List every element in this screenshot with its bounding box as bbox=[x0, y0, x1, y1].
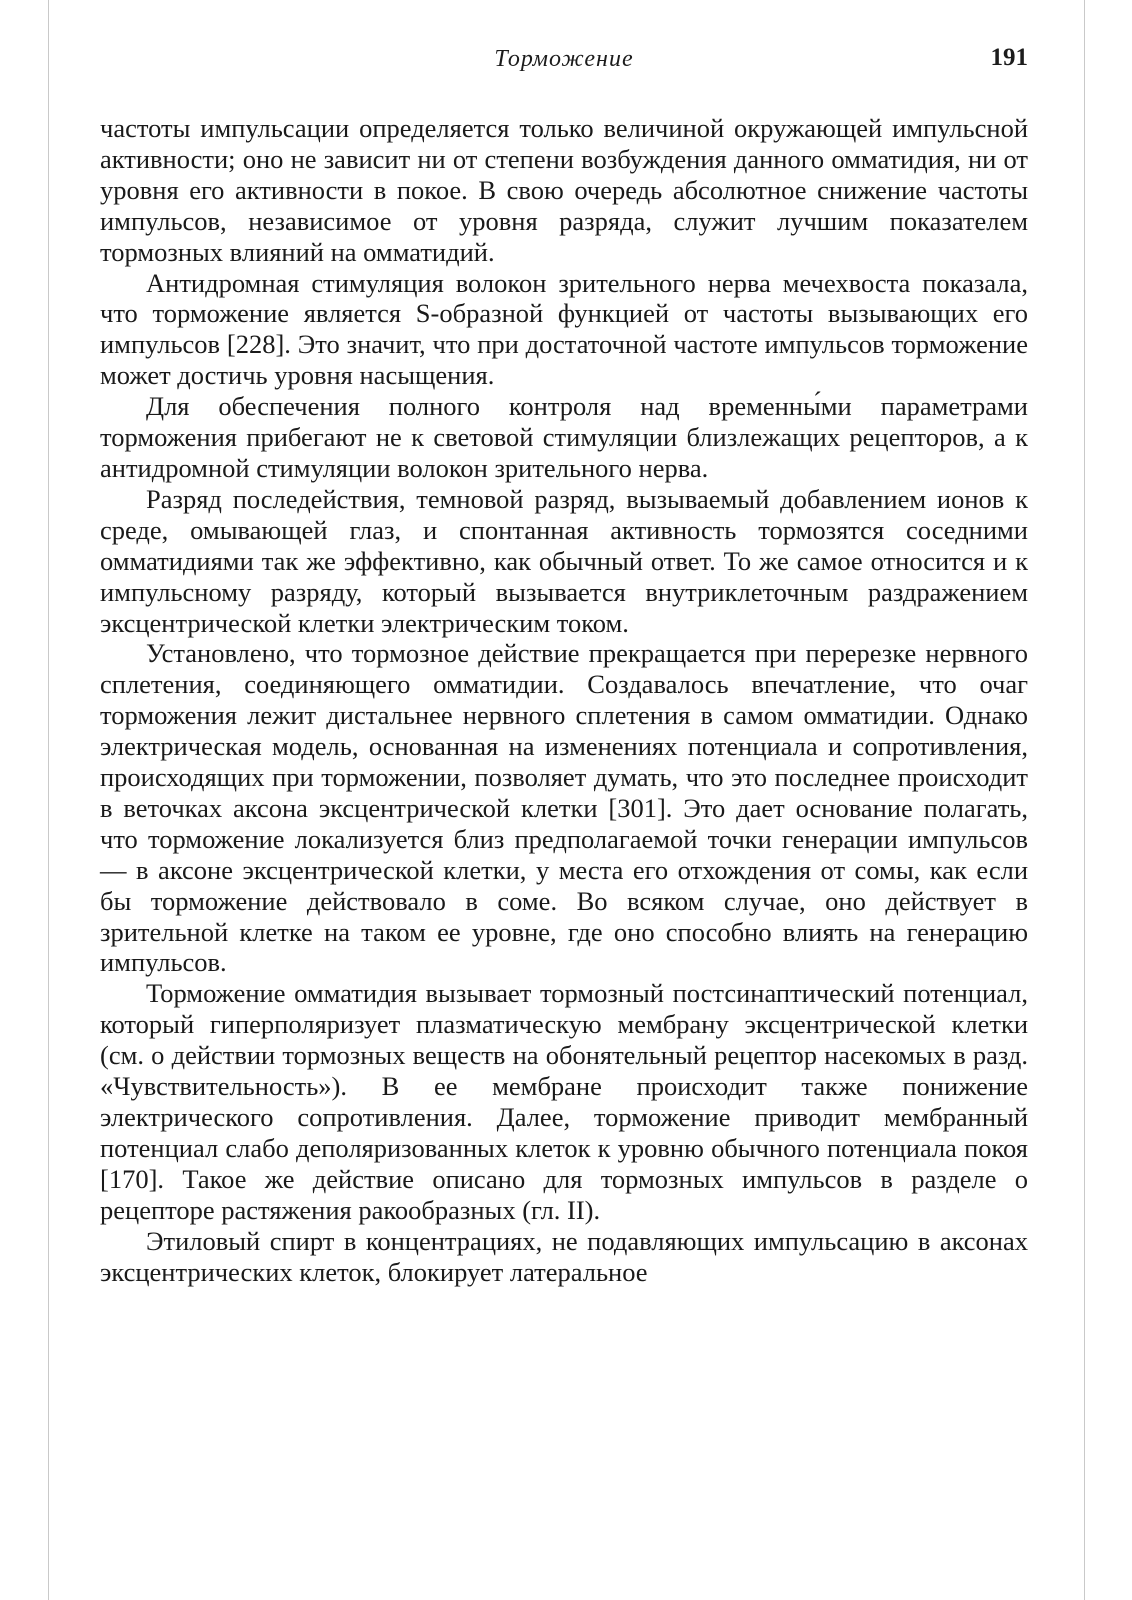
page-edge-left bbox=[48, 0, 49, 1600]
paragraph-3: Для обеспечения полного контроля над временны́ми параметрами торможения прибегают не к световой стимуляции близлежащих рецепторов, а к антидромной стимуляции волокон зрительного нерва. bbox=[100, 391, 1028, 483]
paragraph-1: частоты импульсации определяется только величиной окружающей импульсной активности; оно не зависит ни от степени возбуждения данного омматидия, ни от уровня его активности в покое. В свою очередь абсолютное снижение частоты импульсов, независимое от уровня разряда, служит лучшим показателем тормозных влияний на омматидий. bbox=[100, 113, 1028, 267]
paragraph-6: Торможение омматидия вызывает тормозный постсинаптический потенциал, который гиперполяризует плазматическую мембрану эксцентрической клетки (см. о действии тормозных веществ на обонятельный рецептор насекомых в разд. «Чувствительность»). В ее мембране происходит также понижение электрического сопротивления. Далее, торможение приводит мембранный потенциал слабо деполяризованных клеток к уровню обычного потенциала покоя [170]. Такое же действие описано для тормозных импульсов в разделе о рецепторе растяжения ракообразных (гл. II). bbox=[100, 978, 1028, 1225]
paragraph-5: Установлено, что тормозное действие прекращается при перерезке нервного сплетения, соединяющего омматидии. Создавалось впечатление, что очаг торможения лежит дистальнее нервного сплетения в самом омматидии. Однако электрическая модель, основанная на изменениях потенциала и сопротивления, происходящих при торможении, позволяет думать, что это последнее происходит в веточках аксона эксцентрической клетки [301]. Это дает основание полагать, что торможение локализуется близ предполагаемой точки генерации импульсов — в аксоне эксцентрической клетки, у места его отхождения от сомы, как если бы торможение действовало в соме. Во всяком случае, оно действует в зрительной клетке на таком ее уровне, где оно способно влиять на генерацию импульсов. bbox=[100, 638, 1028, 978]
body-text bbox=[100, 113, 1028, 1287]
page-header bbox=[100, 44, 1028, 80]
paragraph-4: Разряд последействия, темновой разряд, вызываемый добавлением ионов к среде, омывающей глаз, и спонтанная активность тормозятся соседними омматидиями так же эффективно, как обычный ответ. То же самое относится и к импульсному разряду, который вызывается внутриклеточным раздражением эксцентрической клетки электрическим током. bbox=[100, 483, 1028, 638]
running-title: Торможение bbox=[494, 46, 634, 72]
page-number: 191 bbox=[990, 44, 1028, 71]
page-edge-right bbox=[1084, 0, 1085, 1600]
paragraph-2: Антидромная стимуляция волокон зрительного нерва мечехвоста показала, что торможение является S-образной функцией от частоты вызывающих его импульсов [228]. Это значит, что при достаточной частоте импульсов торможение может достичь уровня насыщения. bbox=[100, 267, 1028, 391]
paragraph-7: Этиловый спирт в концентрациях, не подавляющих импульсацию в аксонах эксцентрических клеток, блокирует латеральное bbox=[100, 1225, 1028, 1287]
